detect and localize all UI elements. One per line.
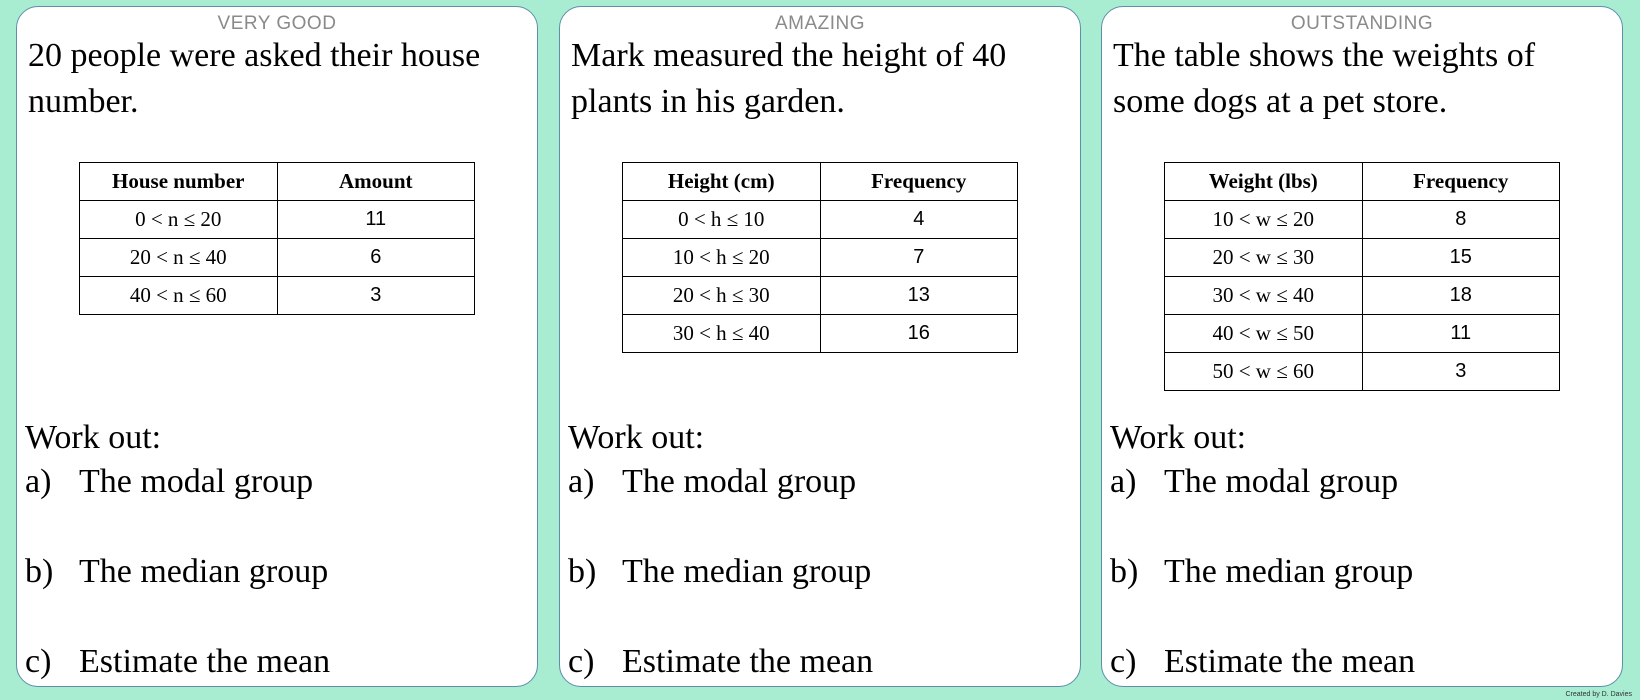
task-c: [1110, 639, 1415, 685]
difficulty-label: VERY GOOD: [217, 13, 337, 34]
range-cell: 0 < h ≤ 10: [623, 201, 821, 239]
value-cell: 18: [1362, 277, 1560, 315]
table-row: [1165, 353, 1560, 391]
task-b: [1110, 549, 1413, 595]
task-letter: b): [1110, 553, 1139, 590]
table-row: [80, 277, 475, 315]
worksheet-card-very-good: [16, 6, 538, 687]
table-row: [623, 277, 1018, 315]
task-text: The modal group: [1164, 463, 1399, 500]
table-row: [623, 239, 1018, 277]
task-text: Estimate the mean: [622, 643, 874, 680]
range-cell: 10 < w ≤ 20: [1165, 201, 1363, 239]
table-header-row: [80, 163, 475, 201]
task-letter: a): [1110, 463, 1137, 500]
value-cell: 3: [277, 277, 475, 315]
column-header: House number: [80, 163, 278, 201]
worksheet-card-amazing: [559, 6, 1081, 687]
difficulty-label: OUTSTANDING: [1290, 13, 1434, 34]
range-cell: 40 < w ≤ 50: [1165, 315, 1363, 353]
question-text: 20 people were asked their house number.: [28, 37, 481, 120]
table-row: [1165, 239, 1560, 277]
frequency-table: [622, 162, 1018, 353]
task-text: Estimate the mean: [1164, 643, 1416, 680]
range-cell: 30 < w ≤ 40: [1165, 277, 1363, 315]
task-letter: b): [568, 553, 597, 590]
value-cell: 16: [820, 315, 1018, 353]
value-cell: 13: [820, 277, 1018, 315]
task-text: The median group: [79, 553, 329, 590]
value-cell: 8: [1362, 201, 1560, 239]
task-letter: c): [568, 643, 595, 680]
value-cell: 6: [277, 239, 475, 277]
table-header-row: [623, 163, 1018, 201]
value-cell: 15: [1362, 239, 1560, 277]
range-cell: 10 < h ≤ 20: [623, 239, 821, 277]
value-cell: 11: [277, 201, 475, 239]
table-row: [623, 201, 1018, 239]
value-cell: 7: [820, 239, 1018, 277]
range-cell: 20 < w ≤ 30: [1165, 239, 1363, 277]
table-header-row: [1165, 163, 1560, 201]
task-letter: b): [25, 553, 54, 590]
range-cell: 0 < n ≤ 20: [80, 201, 278, 239]
task-b: [25, 549, 328, 595]
task-letter: a): [25, 463, 52, 500]
table-row: [623, 315, 1018, 353]
question-text: Mark measured the height of 40 plants in his garden.: [571, 37, 1007, 120]
task-c: [568, 639, 873, 685]
task-text: Estimate the mean: [79, 643, 331, 680]
range-cell: 30 < h ≤ 40: [623, 315, 821, 353]
column-header: Height (cm): [623, 163, 821, 201]
work-out-label: Work out:: [25, 419, 162, 456]
table-row: [80, 239, 475, 277]
column-header: Amount: [277, 163, 475, 201]
table-row: [1165, 201, 1560, 239]
value-cell: 11: [1362, 315, 1560, 353]
value-cell: 3: [1362, 353, 1560, 391]
task-a: [25, 459, 313, 505]
task-text: The modal group: [79, 463, 314, 500]
frequency-table: [79, 162, 475, 315]
task-a: [1110, 459, 1398, 505]
task-letter: a): [568, 463, 595, 500]
task-text: The median group: [1164, 553, 1414, 590]
task-b: [568, 549, 871, 595]
task-letter: c): [1110, 643, 1137, 680]
table-row: [1165, 315, 1560, 353]
work-out-label: Work out:: [568, 419, 705, 456]
author-credit: Created by D. Davies: [1565, 691, 1632, 698]
range-cell: 20 < h ≤ 30: [623, 277, 821, 315]
column-header: Frequency: [1362, 163, 1560, 201]
task-letter: c): [25, 643, 52, 680]
value-cell: 4: [820, 201, 1018, 239]
task-text: The modal group: [622, 463, 857, 500]
column-header: Weight (lbs): [1165, 163, 1363, 201]
task-c: [25, 639, 330, 685]
column-header: Frequency: [820, 163, 1018, 201]
table-row: [80, 201, 475, 239]
task-a: [568, 459, 856, 505]
worksheet-card-outstanding: [1101, 6, 1623, 687]
table-row: [1165, 277, 1560, 315]
task-text: The median group: [622, 553, 872, 590]
range-cell: 20 < n ≤ 40: [80, 239, 278, 277]
work-out-label: Work out:: [1110, 419, 1247, 456]
question-text: The table shows the weights of some dogs at a pet store.: [1113, 37, 1536, 120]
frequency-table: [1164, 162, 1560, 391]
range-cell: 50 < w ≤ 60: [1165, 353, 1363, 391]
difficulty-label: AMAZING: [774, 13, 866, 34]
range-cell: 40 < n ≤ 60: [80, 277, 278, 315]
